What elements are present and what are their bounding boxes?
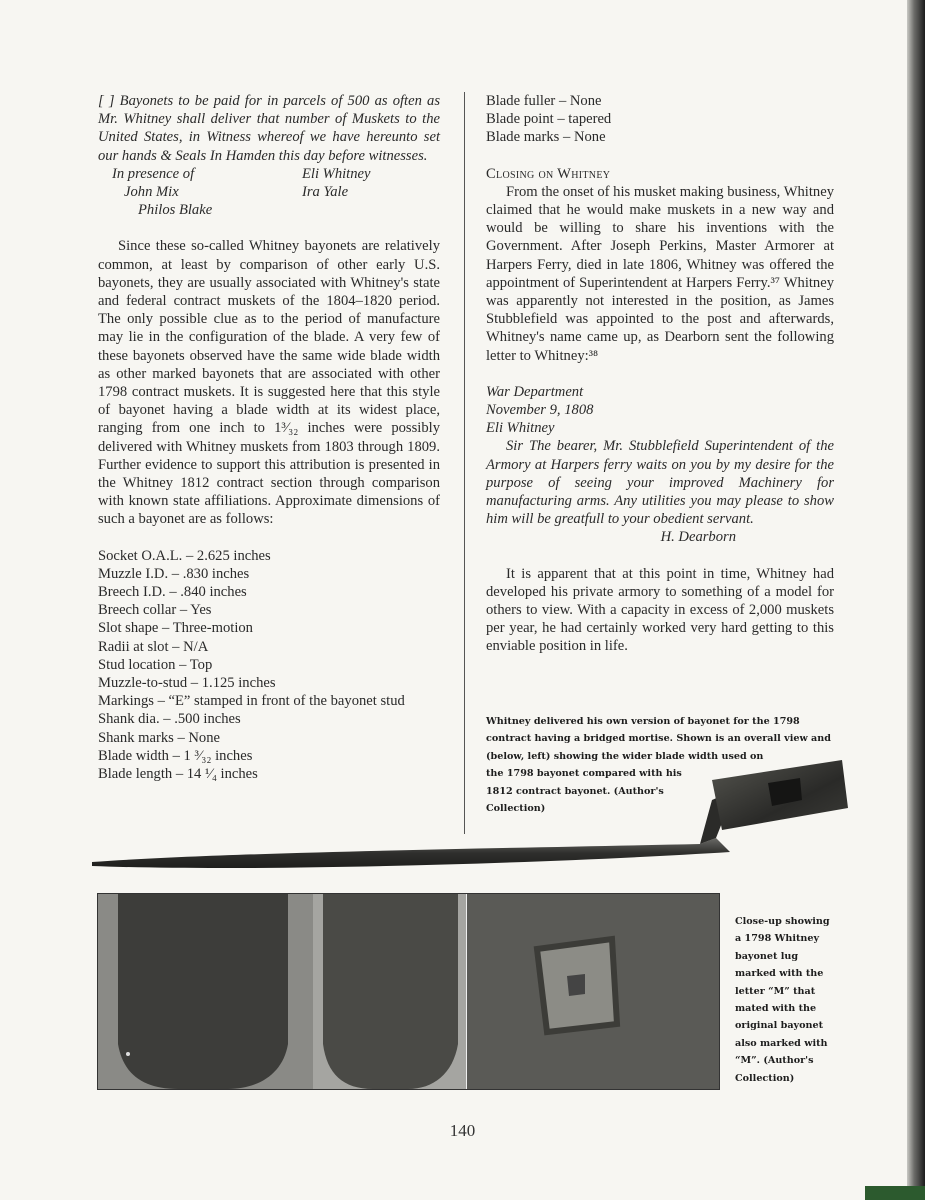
blade-photo-1812 (313, 894, 466, 1089)
page-edge-binding (865, 1186, 925, 1200)
spec-item: Socket O.A.L. – 2.625 inches (98, 547, 271, 564)
lug-photo (467, 894, 719, 1089)
contract-excerpt: [ ] Bayonets to be paid for in parcels of 500 as often as Mr. Whitney shall deliver that number of Muskets to the United States, in Witness whereof we have hereunto set our hands & Seals In Hamden this day before witnesses. (98, 93, 440, 164)
body-paragraph: From the onset of his musket making business, Whitney claimed that he would make muskets in a new way and would be willing to share his inventions with the Government. After Joseph Perkins, Master Armorer at Harpers Ferry, died in late 1806, Whitney was offered the appointment of Superintendent at Harpers Ferry.³⁷ Whitney was apparently not interested in the position, as James Stubblefield was appointed to the post and afterwards, Whitney's name came up, as Dearborn sent the following letter to Whitney:³⁸ (486, 183, 834, 364)
spec-item: Breech I.D. – .840 inches (98, 584, 247, 601)
caption-text: the 1798 bayonet compared with his 1812 contract bayonet. (Author's Collection) (486, 768, 682, 815)
spec-item: Shank dia. – .500 inches (98, 711, 241, 728)
letter-body: Sir The bearer, Mr. Stubblefield Superintendent of the Armory at Harpers ferry waits on you by my desire for the purpose of seeing your improved Machinery for manufacturing arms. Any utilities you may please to show him will be greatfull to your obedient servant. (486, 438, 834, 528)
blade-image (98, 894, 313, 1089)
body-paragraph: It is apparent that at this point in time, Whitney had developed his private armory to something of a model for others to view. With a capacity in excess of 2,000 muskets per year, he had certainly worked very hard getting to this enviable position in life. (486, 565, 834, 655)
letter-line: November 9, 1808 (486, 402, 594, 419)
spec-item: Blade point – tapered (486, 111, 612, 128)
signature-name: John Mix (124, 184, 179, 200)
spec-item: Slot shape – Three-motion (98, 620, 253, 637)
spec-item: Blade fuller – None (486, 93, 602, 109)
spec-item: Breech collar – Yes (98, 602, 212, 619)
lug-image (467, 894, 719, 1089)
signature-name: Philos Blake (138, 202, 213, 219)
body-paragraph: Since these so-called Whitney bayonets are relatively common, at least by comparison of other early U.S. bayonets, they are usually associated with Whitney's state and federal contract muskets of the 1804–1820 period. The only possible clue as to the period of manufacture may lie in the configuration of the blade. A very few of these bayonets observed have the same wide blade width as other marked bayonets that are associated with other 1798 contract muskets. It is suggested here that this style of bayonet having a blade width at its widest place, ranging from one inch to 1³⁄₃₂ inches were possibly delivered with Whitney muskets from 1803 through 1809. Further evidence to support this attribution is presented in the Whitney 1812 contract section through comparison with known state affiliations. Approximate dimensions of such a bayonet are as follows: (98, 238, 440, 528)
page-number: 140 (449, 1121, 476, 1140)
blade-image (313, 894, 466, 1089)
signature-name: Eli Whitney (302, 165, 371, 182)
letter-line: War Department (486, 383, 584, 400)
blade-photo-1798 (98, 894, 313, 1089)
letter-line: Eli Whitney (486, 420, 555, 437)
spec-item: Blade width – 1 ³⁄₃₂ inches (98, 747, 253, 764)
caption-text: Whitney delivered his own version of bayonet for the 1798 contract having a bridged mortise. Shown is an overall view and (below, left) showing the wider blade width used on (486, 716, 831, 762)
spec-item: Blade marks – None (486, 129, 606, 146)
signature-label: In presence of (112, 165, 195, 182)
closeup-caption: Close-up showing a 1798 Whitney bayonet lug marked with the letter “M” that mated with the original bayonet also marked with “M”. (Author's Collection) (735, 916, 830, 1084)
spec-item: Muzzle I.D. – .830 inches (98, 565, 250, 582)
signature-name: Ira Yale (302, 184, 349, 200)
spec-item: Shank marks – None (98, 729, 221, 746)
spec-item: Stud location – Top (98, 656, 213, 673)
photo-strip (97, 893, 720, 1090)
spec-item: Blade length – 14 ¹⁄₄ inches (98, 766, 258, 783)
letter-signature: H. Dearborn (660, 529, 736, 546)
spec-item: Muzzle-to-stud – 1.125 inches (98, 675, 276, 692)
spec-item: Markings – “E” stamped in front of the bayonet stud (98, 693, 405, 710)
spec-item: Radii at slot – N/A (98, 638, 209, 655)
section-heading: Closing on Whitney (486, 165, 611, 182)
